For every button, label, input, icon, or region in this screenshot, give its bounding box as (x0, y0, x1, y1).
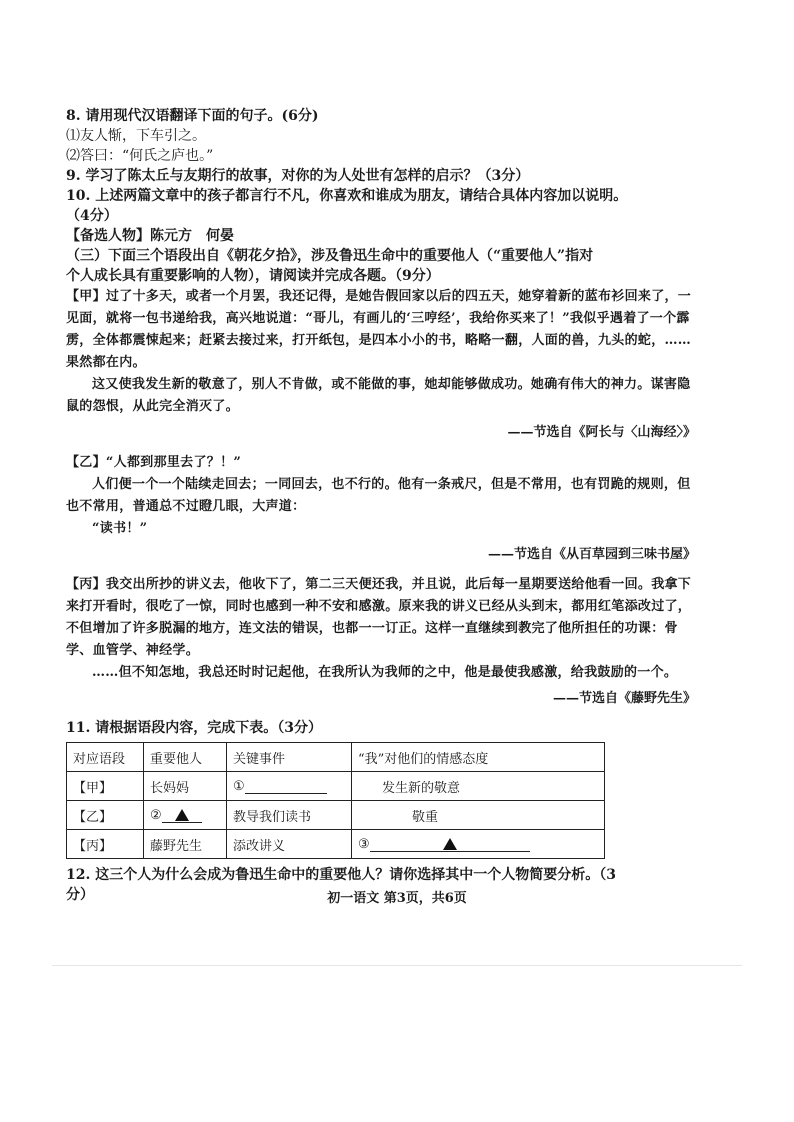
table-cell (144, 801, 227, 830)
answer-blank-2[interactable] (162, 808, 202, 823)
question-8-stem: 8. 请用现代汉语翻译下面的句子。(6分) (66, 108, 319, 124)
question-10-stem: 10. 上述两篇文章中的孩子都言行不凡，你喜欢和谁成为朋友，请结合具体内容加以说明。 (66, 188, 628, 204)
table-header-row (67, 743, 605, 772)
question-10-score: （4分） (66, 208, 118, 224)
answer-blank-3[interactable] (370, 837, 530, 852)
table-cell: 【丙】 (67, 830, 144, 859)
passage-jia-source: ——节选自《阿长与〈山海经〉》 (507, 425, 696, 440)
page-footer: 初一语文 第3页，共6页 (327, 891, 467, 906)
section-3-intro-2: 个人成长具有重要影响的人物），请阅读并完成各题。（9分） (66, 268, 440, 284)
question-9-stem: 9. 学习了陈太丘与友期行的故事，对你的为人处世有怎样的启示？（3分） (66, 168, 530, 184)
blank-number: ② (150, 807, 162, 823)
table-cell: 敬重 (352, 801, 605, 830)
table-row (67, 801, 605, 830)
question-12-stem (66, 865, 696, 885)
question-12-emphasis: 一个人物 (473, 867, 530, 883)
table-header: “我”对他们的情感态度 (352, 743, 605, 772)
table-row (67, 830, 605, 859)
passage-jia-2: 这又使我发生新的敬意了，别人不肯做，或不能做的事，她却能够做成功。她确有伟大的神力。谋害隐鼠的怨恨，从此完全消灭了。 (66, 377, 691, 414)
blank-number: ① (233, 778, 245, 794)
question-11-table (66, 742, 605, 859)
passage-yi-source: ——节选自《从百草园到三味书屋》 (487, 547, 696, 562)
answer-blank-1[interactable] (245, 779, 327, 794)
passage-jia: 【甲】过了十多天，或者一个月罢，我还记得，是她告假回家以后的四五天，她穿着新的蓝布衫回来了，一见面，就将一包书递给我，高兴地说道：“哥儿，有画儿的‘三哼经’，我给你买来了！”我似乎遇着了一个霹雳，全体都震悚起来；赶紧去接过来，打开纸包，是四本小小的书，略略一翻，人面的兽，九头的蛇，……果然都在内。 (66, 289, 692, 370)
table-cell: 教导我们读书 (227, 801, 352, 830)
table-cell: 【甲】 (67, 772, 144, 801)
question-8-sentence-1: ⑴友人惭，下车引之。 (66, 128, 206, 144)
table-header: 重要他人 (144, 743, 227, 772)
table-cell: 长妈妈 (144, 772, 227, 801)
passage-bing-source: ——节选自《藤野先生》 (552, 691, 696, 706)
question-12-stem-b: 简要分析。（3 (529, 867, 616, 883)
exam-content (66, 0, 696, 905)
table-row (67, 772, 605, 801)
table-cell: 藤野先生 (144, 830, 227, 859)
table-header: 关键事件 (227, 743, 352, 772)
table-cell: 发生新的敬意 (352, 772, 605, 801)
blank-number: ③ (358, 836, 370, 852)
passage-bing: 【丙】我交出所抄的讲义去，他收下了，第二三天便还我，并且说，此后每一星期要送给他看一回。我拿下来打开看时，很吃了一惊，同时也感到一种不安和感激。原来我的讲义已经从头到末，都用红笔添改过了，不但增加了许多脱漏的地方，连文法的错误，也都一一订正。这样一直继续到教完了他所担任的功课：骨学、血管学、神经学。 (66, 577, 692, 658)
table-cell: 【乙】 (67, 801, 144, 830)
section-3-intro-1: （三）下面三个语段出自《朝花夕拾》，涉及鲁迅生命中的重要他人（“重要他人”指对 (66, 248, 594, 264)
triangle-marker-icon (443, 838, 457, 850)
table-cell (227, 772, 352, 801)
question-11-stem: 11. 请根据语段内容，完成下表。（3分） (66, 720, 322, 736)
table-header: 对应语段 (67, 743, 144, 772)
passage-yi-line-1: 【乙】“人都到那里去了？！” (66, 455, 242, 470)
question-8-sentence-2: ⑵答曰：“何氏之庐也。” (66, 148, 214, 164)
question-10-candidates: 【备选人物】陈元方 何晏 (66, 228, 234, 244)
passage-bing-2: ……但不知怎地，我总还时时记起他，在我所认为我师的之中，他是最使我感激，给我鼓励的一个。 (92, 665, 678, 680)
passage-yi-quote: “读书！” (92, 521, 148, 536)
table-cell (352, 830, 605, 859)
triangle-marker-icon (175, 809, 189, 821)
passage-yi: 人们便一个一个陆续走回去；一同回去，也不行的。他有一条戒尺，但是不常用，也有罚跪的规则，但也不常用，普通总不过瞪几眼，大声道： (66, 477, 691, 514)
question-12-stem-c: 分） (66, 887, 94, 903)
question-12-stem-a: 12. 这三个人为什么会成为鲁迅生命中的重要他人？请你选择其中 (66, 867, 474, 883)
table-cell: 添改讲义 (227, 830, 352, 859)
